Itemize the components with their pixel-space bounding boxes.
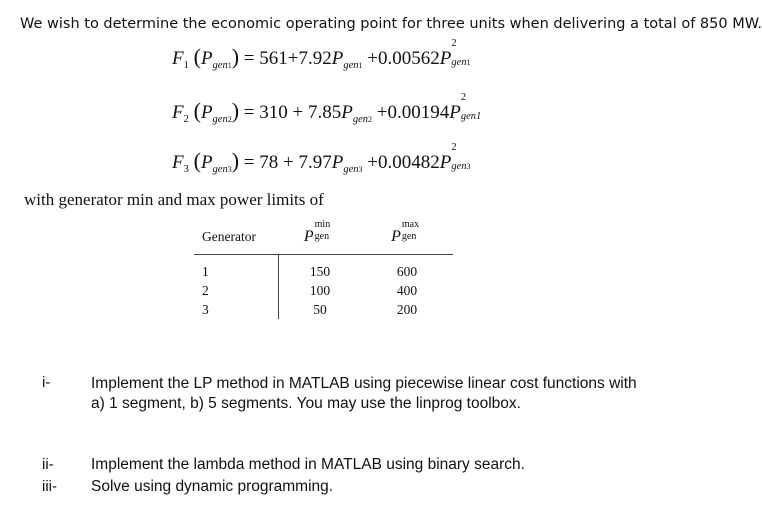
cell-generator: 3 bbox=[194, 300, 279, 319]
header-pmax-sub: gen bbox=[401, 231, 417, 242]
cell-pmax: 600 bbox=[396, 264, 418, 279]
table-row bbox=[194, 281, 453, 300]
cell-pmin: 100 bbox=[309, 283, 331, 298]
eq-var: P bbox=[200, 48, 213, 69]
eq-quad-sub: gen1 bbox=[460, 111, 482, 122]
header-pmin bbox=[279, 219, 362, 255]
eq-var-subidx: 1 bbox=[227, 61, 232, 70]
eq-linear-var: P bbox=[341, 102, 353, 123]
task-marker-3: iii- bbox=[42, 478, 57, 495]
eq-linear-subidx: 3 bbox=[358, 165, 363, 174]
eq-linear-subidx: 1 bbox=[358, 61, 363, 70]
eq-quad-coef: +0.00562 bbox=[367, 48, 440, 69]
eq-lhs: F bbox=[172, 102, 184, 123]
cell-generator: 1 bbox=[194, 255, 279, 282]
eq-quad-coef: +0.00194 bbox=[376, 102, 450, 123]
eq-quad-subidx: 3 bbox=[466, 162, 471, 171]
header-pmax-sup: max bbox=[401, 219, 420, 230]
eq-linear-var: P bbox=[331, 48, 344, 69]
eq-constant: = 78 + 7.97 bbox=[243, 152, 332, 173]
eq-lhs: F bbox=[172, 48, 184, 69]
cost-equation-2: $F_2$ $(P_{gen2}) = 310 + 7.85P_{gen2} +0.00194P$ 2 gen1 bbox=[172, 92, 482, 125]
problem-intro: We wish to determine the economic operating point for three units when delivering a total of 850 MW. bbox=[20, 16, 762, 32]
eq-quad-sup: 2 bbox=[451, 142, 457, 153]
task-marker-1: i- bbox=[42, 374, 51, 391]
header-pmin-var: P bbox=[303, 228, 314, 245]
cell-pmin: 50 bbox=[313, 302, 327, 317]
eq-var-sub: gen bbox=[212, 114, 228, 125]
cell-pmin: 150 bbox=[309, 264, 331, 279]
cost-equation-1: $F_1$ $(P_{gen1}) = 561+7.92P_{gen1} +0.00562P$ 2 gen1 bbox=[172, 38, 471, 71]
task-marker-2: ii- bbox=[42, 456, 54, 473]
eq-var-sub: gen bbox=[212, 60, 228, 71]
eq-quad-sub: gen bbox=[451, 57, 467, 68]
eq-var-subidx: 3 bbox=[227, 165, 232, 174]
table-row bbox=[194, 255, 453, 282]
eq-quad-subidx: 1 bbox=[466, 58, 471, 67]
eq-quad-sup: 2 bbox=[451, 38, 457, 49]
header-pmax bbox=[361, 219, 453, 255]
eq-lhs-index: 3 bbox=[183, 164, 189, 175]
cell-generator: 2 bbox=[194, 281, 279, 300]
eq-linear-sub: gen bbox=[352, 114, 369, 125]
task-text-1: Implement the LP method in MATLAB using piecewise linear cost functions with a) 1 segment, b) 5 segments. You may use the linprog toolbox. bbox=[91, 375, 637, 412]
header-pmin-sub: gen bbox=[314, 231, 330, 242]
eq-quad-var: P bbox=[439, 152, 452, 173]
eq-lhs: F bbox=[172, 152, 184, 173]
table-row bbox=[194, 300, 453, 319]
eq-quad-var: P bbox=[449, 102, 461, 123]
eq-linear-var: P bbox=[331, 152, 344, 173]
cost-equation-3: $F_3$ $(P_{gen3}) = 78 + 7.97P_{gen3} +0.00482P$ 2 gen3 bbox=[172, 142, 471, 175]
eq-quad-sub: gen bbox=[451, 161, 467, 172]
eq-constant: = 561+7.92 bbox=[243, 48, 332, 69]
table-header-row bbox=[194, 224, 453, 255]
eq-quad-sup: 2 bbox=[460, 92, 467, 103]
limits-text: with generator min and max power limits of bbox=[24, 190, 324, 209]
header-generator: Generator bbox=[194, 224, 279, 255]
task-text-2: Implement the lambda method in MATLAB using binary search. bbox=[91, 456, 525, 473]
eq-lhs-index: 2 bbox=[183, 114, 189, 125]
header-pmin-sup: min bbox=[314, 219, 331, 230]
cell-pmax: 200 bbox=[396, 302, 418, 317]
task-text-3: Solve using dynamic programming. bbox=[91, 478, 334, 495]
eq-linear-subidx: 2 bbox=[368, 115, 373, 124]
eq-linear-sub: gen bbox=[343, 60, 359, 71]
eq-var-sub: gen bbox=[212, 164, 228, 175]
eq-var: P bbox=[200, 152, 213, 173]
eq-constant: = 310 + 7.85 bbox=[243, 102, 342, 123]
cell-pmax: 400 bbox=[396, 283, 418, 298]
eq-var: P bbox=[200, 102, 213, 123]
eq-lhs-index: 1 bbox=[183, 60, 189, 71]
eq-quad-coef: +0.00482 bbox=[367, 152, 440, 173]
eq-linear-sub: gen bbox=[343, 164, 359, 175]
eq-var-subidx: 2 bbox=[227, 115, 232, 124]
header-pmax-var: P bbox=[391, 228, 401, 245]
eq-quad-var: P bbox=[439, 48, 452, 69]
generator-limits-table bbox=[194, 219, 453, 319]
